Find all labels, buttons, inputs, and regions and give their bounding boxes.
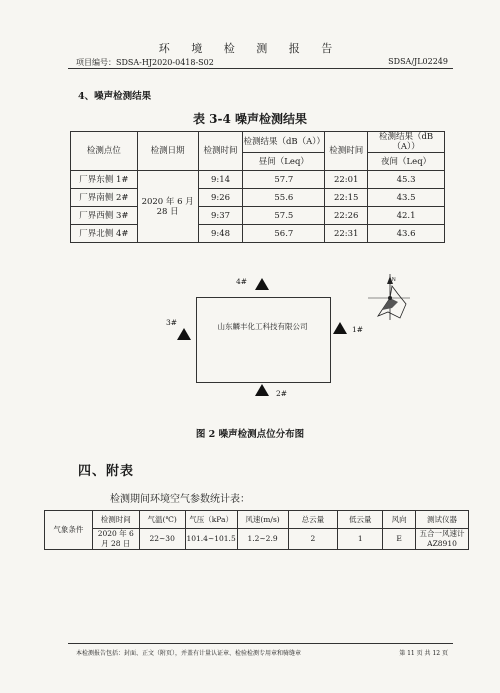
table-cell: 1: [338, 529, 383, 550]
figure-caption: 图 2 噪声检测点位分布图: [195, 429, 305, 440]
table-cell: 57.5: [243, 207, 325, 225]
point-4-marker: [255, 278, 269, 290]
table-cell: 厂界西侧 3#: [71, 207, 138, 225]
header-cell: 测试仪器: [416, 511, 469, 529]
table-cell: 2020 年 6 月 28 日: [137, 171, 198, 243]
company-name: 山东麟丰化工科技有限公司: [217, 322, 308, 331]
table-cell: 43.5: [368, 189, 445, 207]
table-row: [71, 171, 445, 189]
table-header-row: [45, 511, 469, 529]
header-cell: 气温(℃): [139, 511, 185, 529]
header-divider: [68, 68, 453, 69]
weather-conditions-table: [44, 510, 469, 550]
header-cell: 夜间（Leq）: [368, 153, 445, 171]
north-mark: N: [392, 277, 396, 283]
table-row: [71, 189, 445, 207]
table-cell: 22:31: [325, 225, 368, 243]
table-cell: 厂界南侧 2#: [71, 189, 138, 207]
table-cell: 22~30: [139, 529, 185, 550]
document-code: SDSA/JL02249: [388, 57, 448, 66]
page-number: 第 11 页 共 12 页: [399, 650, 448, 657]
table-cell: 厂界东侧 1#: [71, 171, 138, 189]
header-cell: 风速(m/s): [237, 511, 288, 529]
header-cell: 检测点位: [71, 132, 138, 171]
table-cell: 22:15: [325, 189, 368, 207]
table-cell: 2020 年 6 月 28 日: [92, 529, 139, 550]
table-cell: E: [383, 529, 416, 550]
table-cell: 55.6: [243, 189, 325, 207]
header-cell: 检测结果（dB（A））: [243, 132, 325, 153]
table-cell: 9:37: [198, 207, 243, 225]
wind-rose-icon: [362, 272, 412, 334]
report-title: 环 境 检 测 报 告: [158, 42, 342, 55]
table-header-row: [71, 132, 445, 153]
point-4-label: 4#: [236, 277, 248, 286]
table-row: [71, 225, 445, 243]
section-heading: 4、噪声检测结果: [78, 91, 152, 102]
header-cell: 检测时间: [92, 511, 139, 529]
plant-boundary-box: [196, 297, 331, 383]
point-1-label: 1#: [352, 325, 364, 334]
header-cell: 风向: [383, 511, 416, 529]
table-cell: 22:01: [325, 171, 368, 189]
weather-table-title: 检测期间环境空气参数统计表：: [110, 494, 250, 505]
table-cell: 42.1: [368, 207, 445, 225]
table-cell: 厂界北侧 4#: [71, 225, 138, 243]
table-cell: 43.6: [368, 225, 445, 243]
table-cell: 2: [288, 529, 338, 550]
header-cell: 检测时间: [198, 132, 243, 171]
table-cell: 1.2~2.9: [237, 529, 288, 550]
header-cell: 气压（kPa）: [185, 511, 237, 529]
footer-note: 本检测报告包括：封面、正文（附页），并盖有计量认证章、检验检测专用章和骑缝章: [76, 650, 302, 657]
table-caption: 表 3-4 噪声检测结果: [192, 112, 308, 126]
table-cell: 五合一风速计 AZ8910: [416, 529, 469, 550]
header-cell: 低云量: [338, 511, 383, 529]
table-cell: 56.7: [243, 225, 325, 243]
footer-divider: [68, 643, 453, 644]
point-2-label: 2#: [276, 389, 288, 398]
header-cell: 检测时间: [325, 132, 368, 171]
appendix-heading: 四、附表: [78, 464, 135, 479]
project-number: 项目编号：SDSA-HJ2020-0418-S02: [76, 58, 214, 67]
table-cell: 57.7: [243, 171, 325, 189]
header-cell: 总云量: [288, 511, 338, 529]
table-cell: 22:26: [325, 207, 368, 225]
table-cell: 9:26: [198, 189, 243, 207]
table-row: [71, 207, 445, 225]
point-3-marker: [177, 328, 191, 340]
table-cell: 9:48: [198, 225, 243, 243]
row-label: 气象条件: [45, 511, 93, 550]
point-1-marker: [333, 322, 347, 334]
header-cell: 昼间（Leq）: [243, 153, 325, 171]
point-3-label: 3#: [166, 318, 178, 327]
table-cell: 45.3: [368, 171, 445, 189]
point-2-marker: [255, 384, 269, 396]
header-cell: 检测日期: [137, 132, 198, 171]
table-cell: 9:14: [198, 171, 243, 189]
header-cell: 检测结果（dB（A））: [368, 132, 445, 153]
table-row: [45, 529, 469, 550]
table-cell: 101.4~101.5: [185, 529, 237, 550]
noise-results-table: [70, 131, 445, 243]
